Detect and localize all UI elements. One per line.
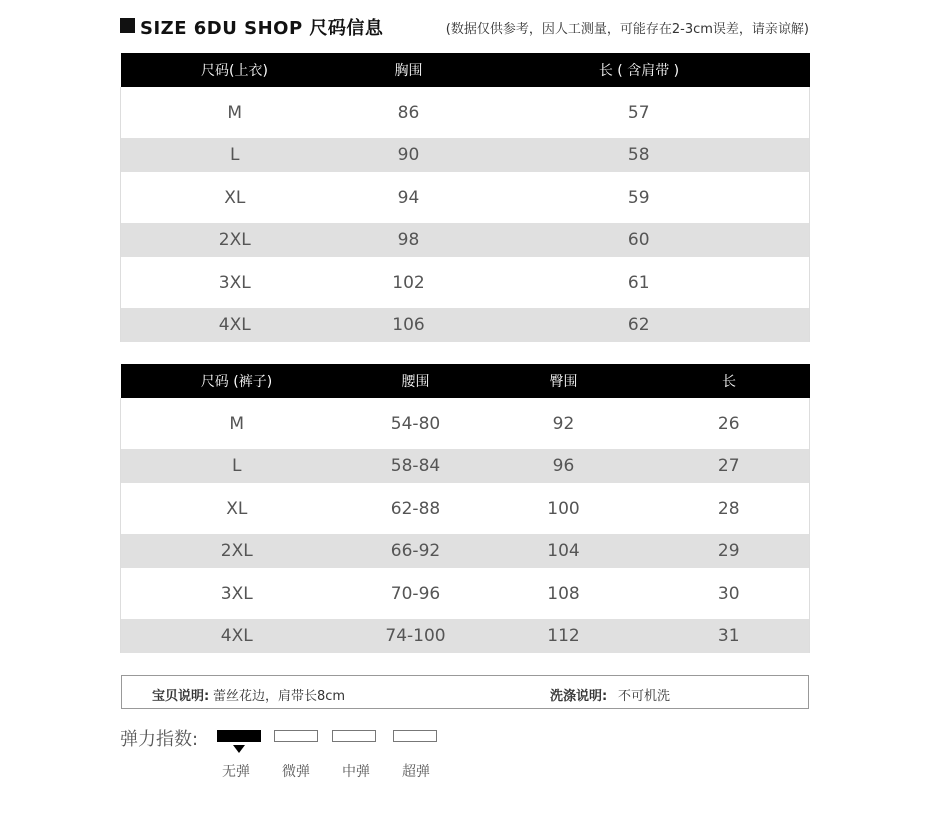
page-title: SIZE 6DU SHOP 尺码信息 [140, 18, 384, 39]
elasticity-label: 弹力指数: [120, 729, 199, 750]
table-cell: 70-96 [353, 568, 479, 619]
table-cell: 2XL [121, 223, 349, 257]
table-cell: 3XL [121, 568, 353, 619]
table-cell: 61 [469, 257, 810, 308]
elasticity-box-medium [332, 730, 376, 742]
column-header: 尺码 (裤子) [121, 364, 353, 398]
selected-indicator-icon [233, 745, 245, 753]
table-cell: 4XL [121, 308, 349, 342]
table-cell: 58 [469, 138, 810, 172]
table-cell: 28 [649, 483, 810, 534]
table-cell: 90 [349, 138, 469, 172]
table-cell: XL [121, 172, 349, 223]
table-cell: 104 [479, 534, 649, 568]
table-cell: 62 [469, 308, 810, 342]
table-header-row [121, 364, 810, 398]
column-header: 尺码(上衣) [121, 53, 349, 87]
table-cell: 30 [649, 568, 810, 619]
table-cell: 27 [649, 449, 810, 483]
table-cell: 31 [649, 619, 810, 653]
bottom-size-table [120, 364, 810, 653]
table-row [121, 223, 810, 257]
table-cell: 108 [479, 568, 649, 619]
table-cell: 96 [479, 449, 649, 483]
table-row [121, 87, 810, 138]
header-square-icon [120, 18, 135, 33]
table-cell: 100 [479, 483, 649, 534]
table-cell: L [121, 138, 349, 172]
column-header: 腰围 [353, 364, 479, 398]
wash-instruction-label: 洗涤说明: [550, 689, 608, 704]
table-cell: 58-84 [353, 449, 479, 483]
description-box [121, 675, 809, 709]
table-cell: 4XL [121, 619, 353, 653]
elasticity-option-slight: 微弹 [282, 764, 310, 780]
column-header: 长 ( 含肩带 ) [469, 53, 810, 87]
table-cell: 94 [349, 172, 469, 223]
measurement-note: (数据仅供参考，因人工测量，可能存在2-3cm误差，请亲谅解) [445, 22, 809, 37]
table-cell: 74-100 [353, 619, 479, 653]
column-header: 长 [649, 364, 810, 398]
table-cell: 3XL [121, 257, 349, 308]
table-row [121, 483, 810, 534]
elasticity-option-medium: 中弹 [342, 764, 370, 780]
table-cell: L [121, 449, 353, 483]
table-row [121, 138, 810, 172]
elasticity-box-super [393, 730, 437, 742]
table-cell: M [121, 87, 349, 138]
table-cell: 86 [349, 87, 469, 138]
item-description-label: 宝贝说明: [152, 689, 210, 704]
table-cell: 98 [349, 223, 469, 257]
elasticity-option-super: 超弹 [402, 764, 430, 780]
table-row [121, 619, 810, 653]
table-cell: 59 [469, 172, 810, 223]
table-cell: 2XL [121, 534, 353, 568]
table-cell: 29 [649, 534, 810, 568]
table-cell: 62-88 [353, 483, 479, 534]
table-cell: 54-80 [353, 398, 479, 449]
table-row [121, 534, 810, 568]
wash-instruction-value: 不可机洗 [618, 689, 671, 704]
elasticity-option-none: 无弹 [222, 764, 250, 780]
table-row [121, 172, 810, 223]
table-cell: 66-92 [353, 534, 479, 568]
table-header-row [121, 53, 810, 87]
table-row [121, 257, 810, 308]
table-cell: 106 [349, 308, 469, 342]
table-row [121, 449, 810, 483]
top-size-table [120, 53, 810, 342]
table-cell: 112 [479, 619, 649, 653]
table-row [121, 398, 810, 449]
table-cell: 26 [649, 398, 810, 449]
item-description-value: 蕾丝花边，肩带长8cm [213, 689, 346, 704]
table-cell: 92 [479, 398, 649, 449]
page-header [120, 12, 809, 40]
table-cell: 102 [349, 257, 469, 308]
elasticity-box-none [217, 730, 261, 742]
table-row [121, 568, 810, 619]
elasticity-box-slight [274, 730, 318, 742]
table-cell: XL [121, 483, 353, 534]
column-header: 臀围 [479, 364, 649, 398]
table-cell: 60 [469, 223, 810, 257]
column-header: 胸围 [349, 53, 469, 87]
table-cell: M [121, 398, 353, 449]
table-cell: 57 [469, 87, 810, 138]
table-row [121, 308, 810, 342]
